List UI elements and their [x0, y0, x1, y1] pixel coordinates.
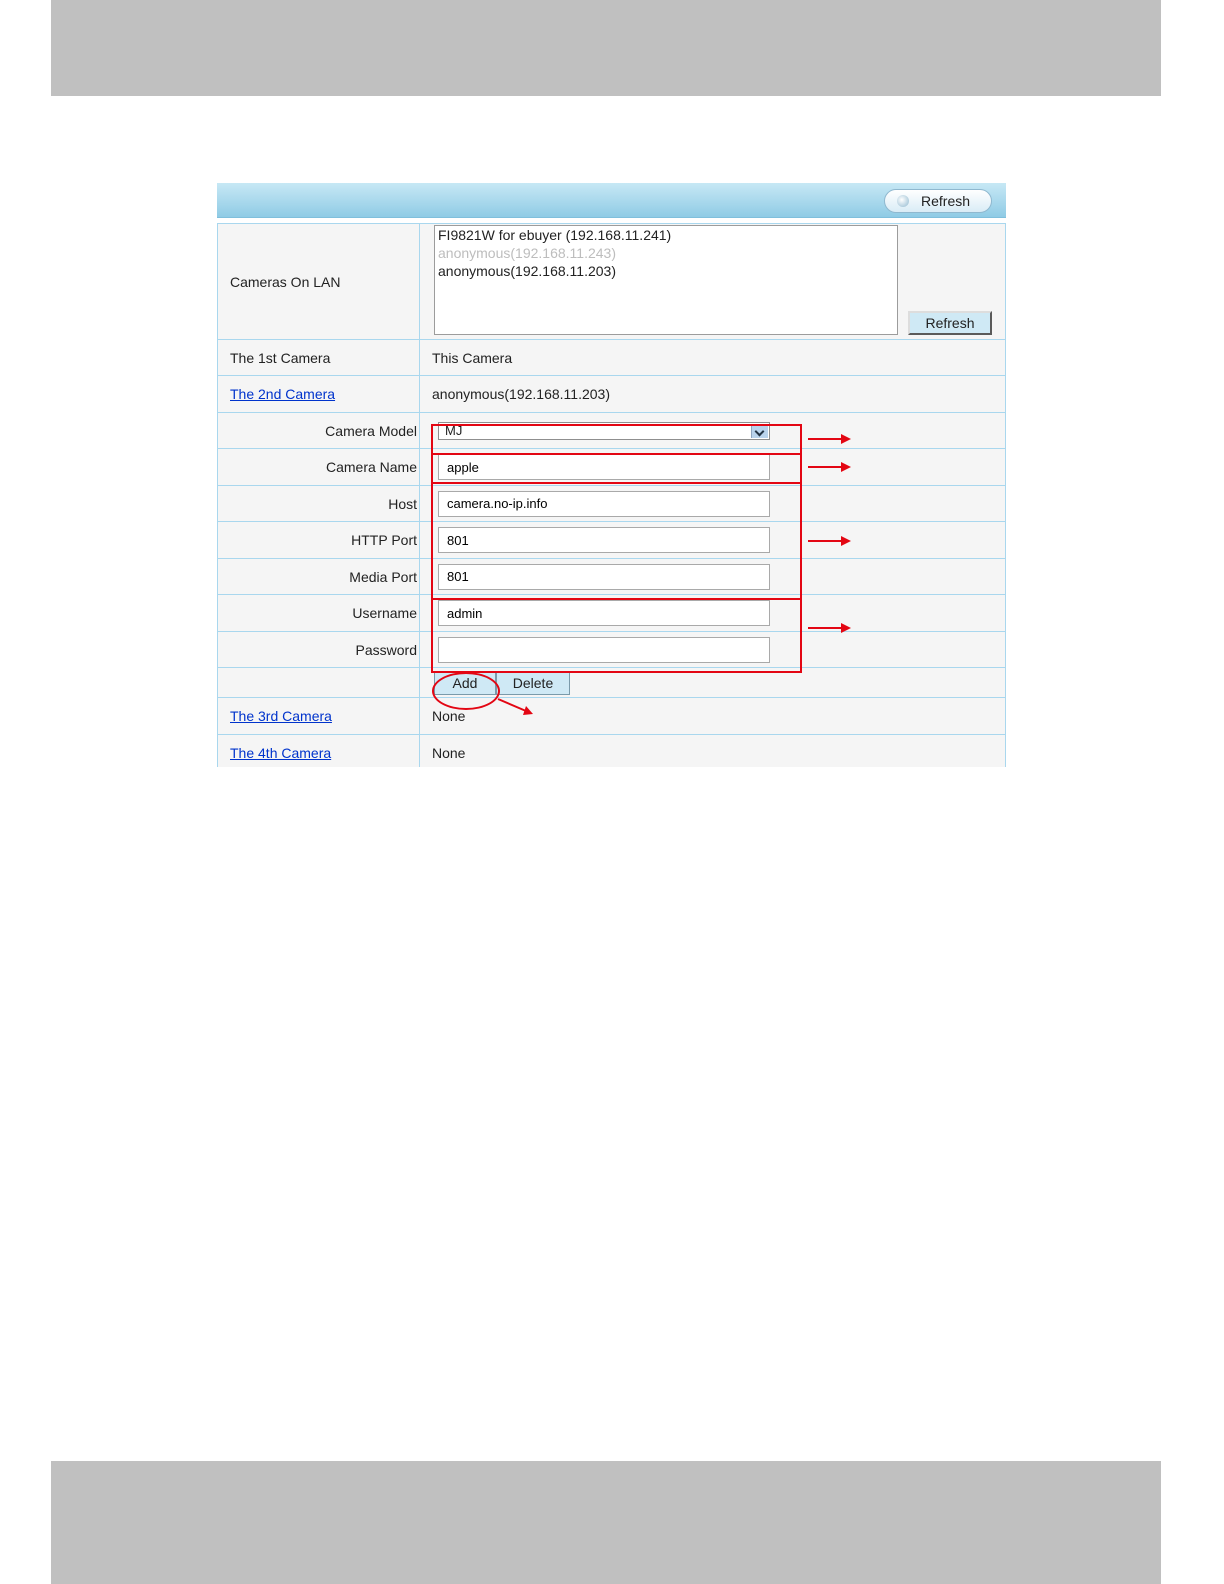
page-footer-band	[51, 1461, 1161, 1584]
lan-camera-item[interactable]: anonymous(192.168.11.243)	[438, 244, 616, 261]
lan-refresh-button[interactable]: Refresh	[908, 311, 992, 335]
second-camera-value: anonymous(192.168.11.203)	[420, 376, 1006, 413]
refresh-button[interactable]	[884, 189, 992, 213]
lan-camera-list[interactable]	[434, 225, 898, 335]
camera-model-value: MJ	[445, 422, 463, 438]
page-header-band	[51, 0, 1161, 96]
camera-name-highlight	[431, 453, 802, 484]
host-label: Host	[218, 486, 420, 522]
add-button-highlight	[432, 672, 500, 710]
refresh-button-label: Refresh	[921, 193, 971, 209]
delete-button[interactable]: Delete	[496, 671, 570, 695]
lan-camera-item[interactable]: anonymous(192.168.11.203)	[438, 262, 616, 279]
add-button[interactable]: Add	[434, 671, 496, 695]
third-camera-link[interactable]: The 3rd Camera	[230, 708, 332, 724]
http-port-label: HTTP Port	[218, 522, 420, 559]
annotation-arrow-head	[841, 462, 851, 472]
row-third-camera	[218, 698, 1006, 735]
refresh-icon	[897, 195, 909, 207]
second-camera-link[interactable]: The 2nd Camera	[230, 386, 336, 402]
password-label: Password	[218, 632, 420, 668]
first-camera-label: The 1st Camera	[218, 340, 420, 376]
annotation-arrow	[808, 438, 842, 440]
camera-model-highlight	[431, 424, 802, 455]
media-port-label: Media Port	[218, 559, 420, 595]
row-fourth-camera	[218, 735, 1006, 768]
lan-camera-item[interactable]: FI9821W for ebuyer (192.168.11.241)	[438, 226, 672, 243]
row-second-camera	[218, 376, 1006, 413]
annotation-arrow-head	[841, 623, 851, 633]
actions-label-cell	[218, 668, 420, 698]
panel-title-bar	[217, 183, 1006, 218]
host-ports-highlight	[431, 482, 802, 600]
annotation-arrow	[808, 540, 842, 542]
fourth-camera-value: None	[420, 735, 1006, 768]
annotation-arrow-head	[841, 536, 851, 546]
username-label: Username	[218, 595, 420, 632]
third-camera-value: None	[420, 698, 1006, 735]
annotation-arrow	[808, 466, 842, 468]
row-first-camera	[218, 340, 1006, 376]
cameras-on-lan-label: Cameras On LAN	[218, 224, 420, 340]
add-annotation-arrow	[495, 696, 540, 720]
annotation-arrow	[808, 627, 842, 629]
camera-name-label: Camera Name	[218, 449, 420, 486]
credentials-highlight	[431, 598, 802, 673]
fourth-camera-link[interactable]: The 4th Camera	[230, 744, 332, 761]
row-cameras-on-lan	[218, 224, 1006, 340]
annotation-arrow-head	[841, 434, 851, 444]
first-camera-value: This Camera	[420, 340, 1006, 376]
camera-model-label: Camera Model	[218, 413, 420, 449]
